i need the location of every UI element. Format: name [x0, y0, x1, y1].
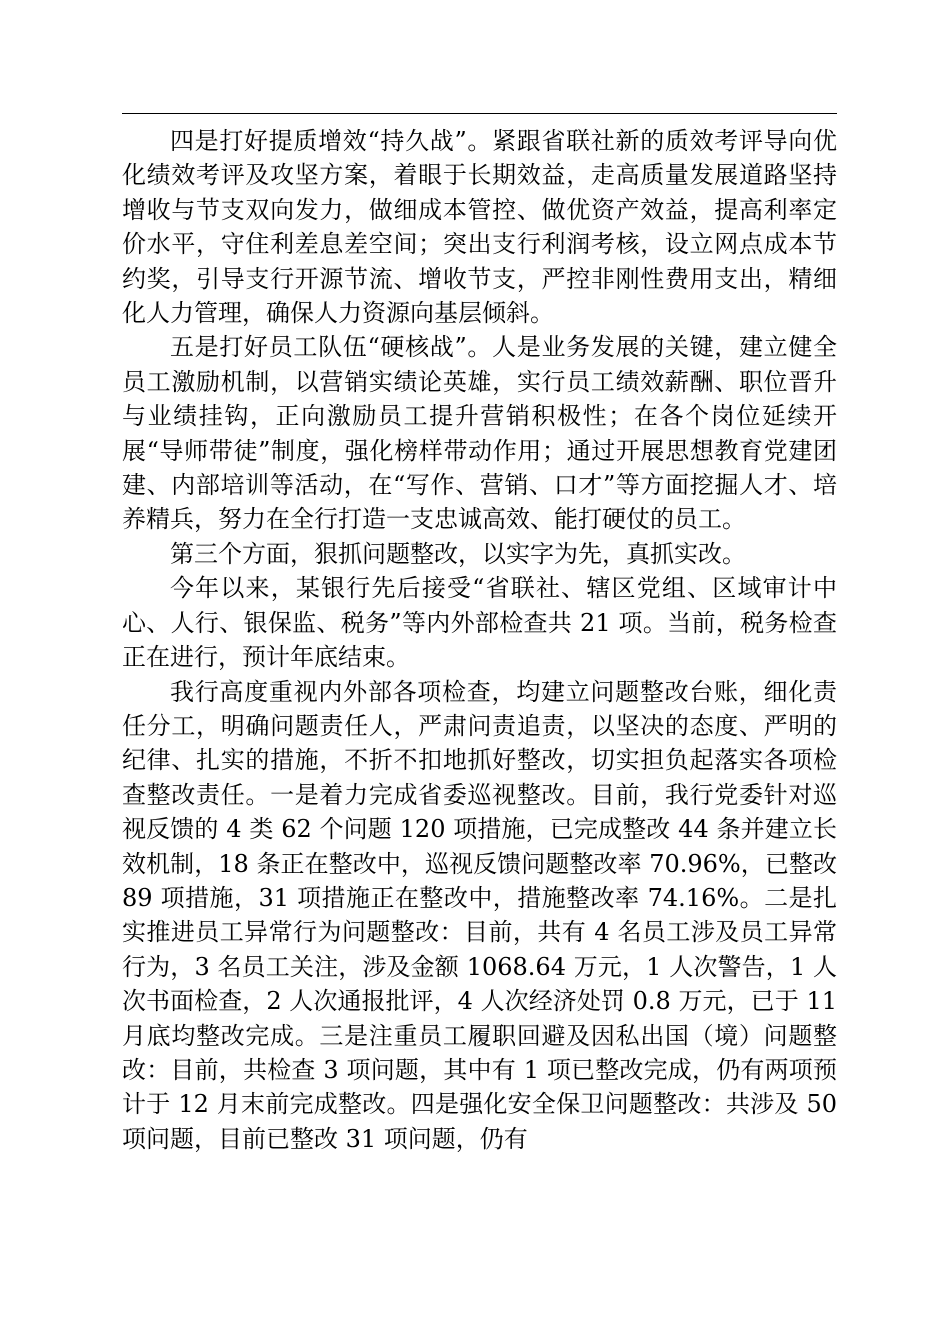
paragraph-quality-efficiency: 四是打好提质增效“持久战”。紧跟省联社新的质效考评导向优化绩效考评及攻坚方案，着眼于长期效益，走高质量发展道路坚持增收与节支双向发力，做细成本管控、做优资产效益，提高利率定价水平，守住利差息差空间；突出支行利润考核，设立网点成本节约奖，引导支行开源节流、增收节支，严控非刚性费用支出，精细化人力管理，确保人力资源向基层倾斜。: [122, 127, 837, 328]
paragraph-staff-team: 五是打好员工队伍“硬核战”。人是业务发展的关键，建立健全员工激励机制，以营销实绩论英雄，实行员工绩效薪酬、职位晋升与业绩挂钩，正向激励员工提升营销积极性；在各个岗位延续开展“导师带徒”制度，强化榜样带动作用；通过开展思想教育党建团建、内部培训等活动，在“写作、营销、口才”等方面挖掘人才、培养精兵，努力在全行打造一支忠诚高效、能打硬仗的员工。: [122, 333, 837, 534]
paragraph-inspections: 今年以来，某银行先后接受“省联社、辖区党组、区域审计中心、人行、银保监、税务”等内外部检查共 21 项。当前，税务检查正在进行，预计年底结束。: [122, 574, 837, 672]
paragraph-third-aspect: 第三个方面，狠抓问题整改，以实字为先，真抓实改。: [170, 539, 746, 568]
paragraph-rectification: 我行高度重视内外部各项检查，均建立问题整改台账，细化责任分工，明确问题责任人，严肃问责追责，以坚决的态度、严明的纪律、扎实的措施，不折不扣地抓好整改，切实担负起落实各项检查整改责任。一是着力完成省委巡视整改。目前，我行党委针对巡视反馈的 4 类 62 个问题 120 项措施，已完成整改 44 条并建立长效机制，18 条正在整改中，巡视反馈问题整改率 70.96%，已整改 89 项措施，31 项措施正在整改中，措施整改率 74.16%。二是扎实推进员工异常行为问题整改：目前，共有 4 名员工涉及员工异常行为，3 名员工关注，涉及金额 1068.64 万元，1 人次警告，1 人次书面检查，2 人次通报批评，4 人次经济处罚 0.8 万元，已于 11 月底均整改完成。三是注重员工履职回避及因私出国（境）问题整改：目前，共检查 3 项问题，其中有 1 项已整改完成，仍有两项预计于 12 月末前完成整改。四是强化安全保卫问题整改：共涉及 50 项问题，目前已整改 31 项问题，仍有: [122, 677, 837, 1153]
header-rule: [122, 113, 837, 114]
document-body: [122, 124, 837, 1156]
